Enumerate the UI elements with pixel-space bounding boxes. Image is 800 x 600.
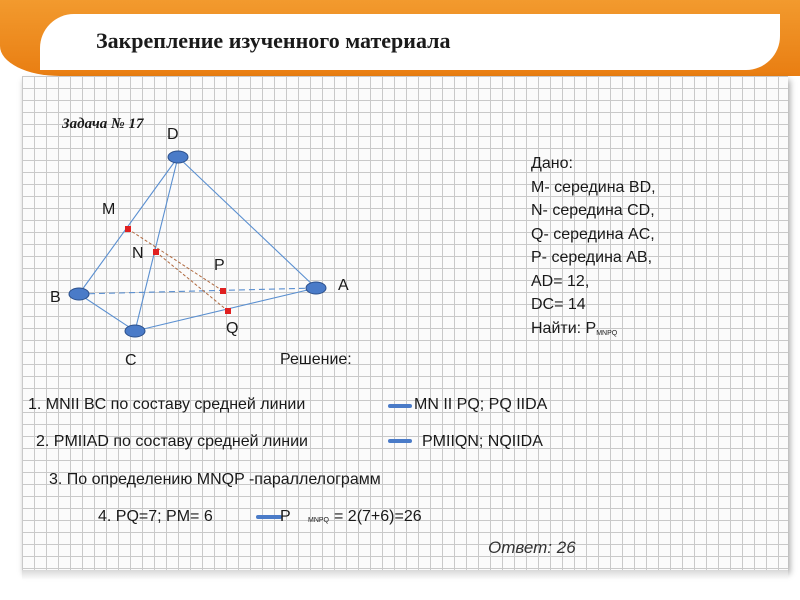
step1-result: MN II PQ; PQ IIDA: [414, 396, 548, 413]
vertex-markers: [69, 151, 326, 337]
midpoint-q: [225, 308, 231, 314]
given-find: [531, 317, 656, 346]
label-b: B: [50, 289, 61, 306]
label-c: C: [125, 352, 137, 369]
label-d: D: [167, 126, 179, 143]
given-header: Дано:: [531, 155, 573, 172]
step2-result: PMIIQN; NQIIDA: [422, 433, 543, 450]
edge-da: [178, 157, 316, 288]
label-n: N: [132, 245, 144, 262]
given-line-1: M- середина BD,: [531, 178, 656, 196]
step3-text: 3. По определению MNQP -параллелограмм: [49, 471, 381, 488]
given-line-3: Q- середина AC,: [531, 225, 655, 243]
solution-connectors: [258, 406, 410, 517]
given-line-6: DC= 14: [531, 296, 586, 313]
label-a: A: [338, 277, 349, 294]
given-line-4: P- середина AB,: [531, 249, 653, 266]
given-block: [531, 152, 656, 345]
midpoint-n: [153, 249, 159, 255]
label-p: P: [214, 257, 225, 274]
vertex-d-marker: [168, 151, 188, 163]
step4-result: = 2(7+6)=26: [334, 508, 422, 525]
label-m: M: [102, 201, 116, 218]
find-subscript: MNPQ: [596, 329, 618, 337]
step2-text: 2. PMIIAD по составу средней линии: [36, 433, 308, 450]
step1-text: 1. MNII BC по составу средней линии: [28, 396, 306, 413]
solution-header: Решение:: [280, 351, 352, 368]
step4-subscript: MNPQ: [308, 517, 329, 524]
midpoint-p: [220, 288, 226, 294]
label-q: Q: [226, 320, 239, 337]
find-label: Найти: P: [531, 319, 597, 337]
step4-text: 4. PQ=7; PM= 6: [98, 508, 213, 525]
edge-dc: [135, 157, 178, 331]
task-label: Задача № 17: [62, 116, 144, 132]
given-line-2: N- середина CD,: [531, 202, 655, 219]
slide-title: Закрепление изученного материала: [96, 28, 451, 53]
edge-bc: [79, 294, 135, 331]
vertex-a-marker: [306, 282, 326, 294]
midpoint-m: [125, 226, 131, 232]
vertex-c-marker: [125, 325, 145, 337]
pyramid-edges: [79, 157, 316, 331]
edge-ba-hidden: [79, 288, 316, 294]
answer-text: Ответ: 26: [488, 538, 576, 557]
edge-db: [79, 157, 178, 294]
given-line-5: AD= 12,: [531, 272, 590, 290]
step4-perimeter: P: [280, 508, 291, 525]
vertex-b-marker: [69, 288, 89, 300]
